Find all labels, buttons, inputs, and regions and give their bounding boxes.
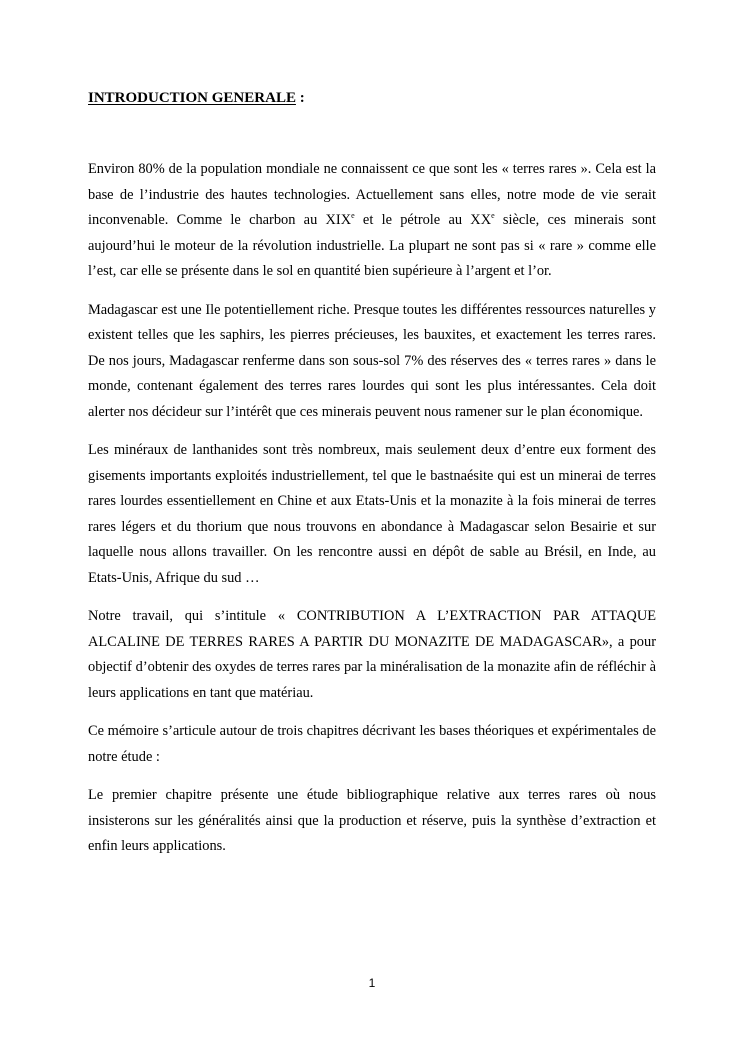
page-number: 1 xyxy=(368,976,376,990)
paragraph-intro-text-b: et le pétrole au XX xyxy=(354,212,492,228)
paragraph-intro-text-c: siècle, ces minerais sont aujourd’hui le moteur de la révolution industrielle. La plupart ne sont pas si « rare » comme elle l’est, car elle se présente dans le sol en quantité bien supérieure à l’argent et l’or. xyxy=(88,212,656,279)
paragraph-chapter-one: Le premier chapitre présente une étude bibliographique relative aux terres rares où nous insisterons sur les généralités ainsi que la production et réserve, puis la synthèse d’extraction et enfin leurs applications. xyxy=(88,787,656,854)
heading-colon: : xyxy=(295,90,305,106)
section-heading xyxy=(88,88,305,108)
paragraph-madagascar: Madagascar est une Ile potentiellement riche. Presque toutes les différentes ressources naturelles y existent telles que les saphirs, les pierres précieuses, les bauxites, et exactement les terres rares. De nos jours, Madagascar renferme dans son sous-sol 7% des réserves des « terres rares » dans le monde, contenant également des terres rares lourdes qui sont les plus intéressantes. Cela doit alerter nos décideur sur l’intérêt que ces minerais peuvent nous ramener sur le plan économique. xyxy=(88,301,656,420)
heading-title: INTRODUCTION GENERALE xyxy=(88,90,296,106)
superscript-e: e xyxy=(491,211,495,220)
paragraph-lanthanides: Les minéraux de lanthanides sont très nombreux, mais seulement deux d’entre eux forment des gisements importants exploités industriellement, tel que le bastnaésite qui est un minerai de terres rares lourdes essentiellement en Chine et aux Etats-Unis et la monazite à la fois minerai de terres rares légers et du thorium que nous trouvons en abondance à Madagascar selon Besairie et sur laquelle nous allons travailler. On les rencontre aussi en dépôt de sable au Brésil, en Inde, au Etats-Unis, Afrique du sud … xyxy=(88,442,656,586)
paragraph-intro-text-a: Environ 80% de la population mondiale ne connaissent ce que sont les « terres rares ». Cela est la base de l’industrie des hautes technologies. Actuellement sans elles, notre mode de vie serait inconvenable. Comme le charbon au XIX xyxy=(88,161,656,228)
paragraph-objective: Notre travail, qui s’intitule « CONTRIBUTION A L’EXTRACTION PAR ATTAQUE ALCALINE DE TERRES RARES A PARTIR DU MONAZITE DE MADAGASCAR», a pour objectif d’obtenir des oxydes de terres rares par la minéralisation de la monazite afin de réfléchir à leurs applications en tant que matériau. xyxy=(88,608,656,701)
document-body xyxy=(88,157,656,873)
paragraph-structure: Ce mémoire s’articule autour de trois chapitres décrivant les bases théoriques et expérimentales de notre étude : xyxy=(88,723,656,765)
superscript-e: e xyxy=(351,211,355,220)
paragraph-intro xyxy=(88,157,656,285)
